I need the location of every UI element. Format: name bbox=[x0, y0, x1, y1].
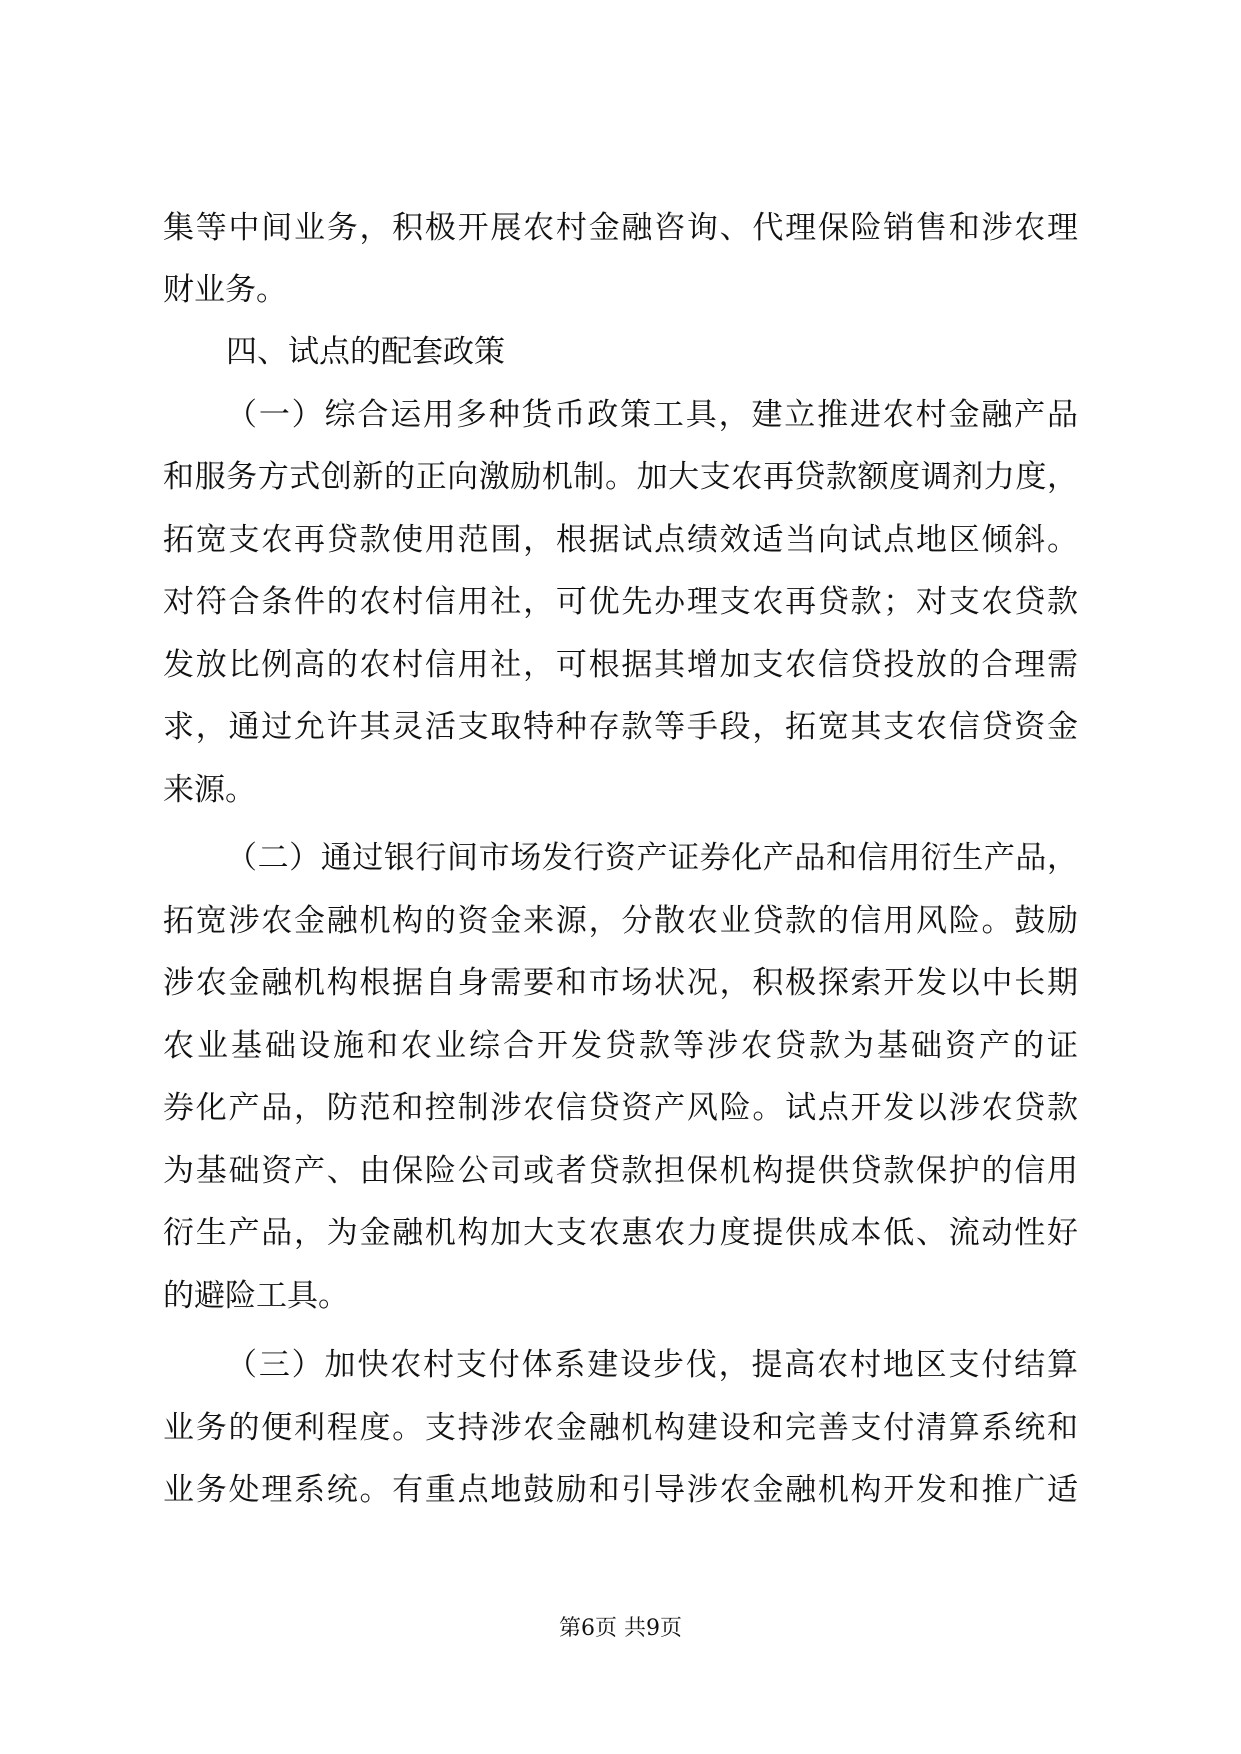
paragraph-line: 的避险工具。 bbox=[163, 1278, 349, 1314]
paragraph-line: 来源。 bbox=[163, 772, 256, 808]
paragraph-line: （一）综合运用多种货币政策工具，建立推进农村金融产品 bbox=[226, 397, 1078, 433]
paragraph-line: 业务的便利程度。支持涉农金融机构建设和完善支付清算系统和 bbox=[163, 1410, 1078, 1446]
section-heading: 四、试点的配套政策 bbox=[226, 334, 505, 370]
paragraph-line: 财业务。 bbox=[163, 272, 287, 308]
paragraph-line: 和服务方式创新的正向激励机制。加大支农再贷款额度调剂力度， bbox=[163, 459, 1078, 495]
paragraph-line: 农业基础设施和农业综合开发贷款等涉农贷款为基础资产的证 bbox=[163, 1028, 1078, 1064]
paragraph-line: 涉农金融机构根据自身需要和市场状况，积极探索开发以中长期 bbox=[163, 965, 1078, 1001]
paragraph-line: 业务处理系统。有重点地鼓励和引导涉农金融机构开发和推广适 bbox=[163, 1472, 1078, 1508]
paragraph-line: 求，通过允许其灵活支取特种存款等手段，拓宽其支农信贷资金 bbox=[163, 709, 1078, 745]
paragraph-line: 拓宽支农再贷款使用范围，根据试点绩效适当向试点地区倾斜。 bbox=[163, 522, 1078, 558]
paragraph-line: 集等中间业务，积极开展农村金融咨询、代理保险销售和涉农理 bbox=[163, 210, 1078, 246]
paragraph-line: 拓宽涉农金融机构的资金来源，分散农业贷款的信用风险。鼓励 bbox=[163, 903, 1078, 939]
paragraph-line: 发放比例高的农村信用社，可根据其增加支农信贷投放的合理需 bbox=[163, 647, 1078, 683]
paragraph-line: （二）通过银行间市场发行资产证券化产品和信用衍生产品， bbox=[226, 840, 1078, 876]
page-number-footer: 第6页 共9页 bbox=[559, 1616, 682, 1641]
paragraph-line: 券化产品，防范和控制涉农信贷资产风险。试点开发以涉农贷款 bbox=[163, 1090, 1078, 1126]
paragraph-line: 衍生产品，为金融机构加大支农惠农力度提供成本低、流动性好 bbox=[163, 1215, 1078, 1251]
paragraph-line: 对符合条件的农村信用社，可优先办理支农再贷款；对支农贷款 bbox=[163, 584, 1078, 620]
paragraph-line: （三）加快农村支付体系建设步伐，提高农村地区支付结算 bbox=[226, 1347, 1078, 1383]
paragraph-line: 为基础资产、由保险公司或者贷款担保机构提供贷款保护的信用 bbox=[163, 1153, 1078, 1189]
